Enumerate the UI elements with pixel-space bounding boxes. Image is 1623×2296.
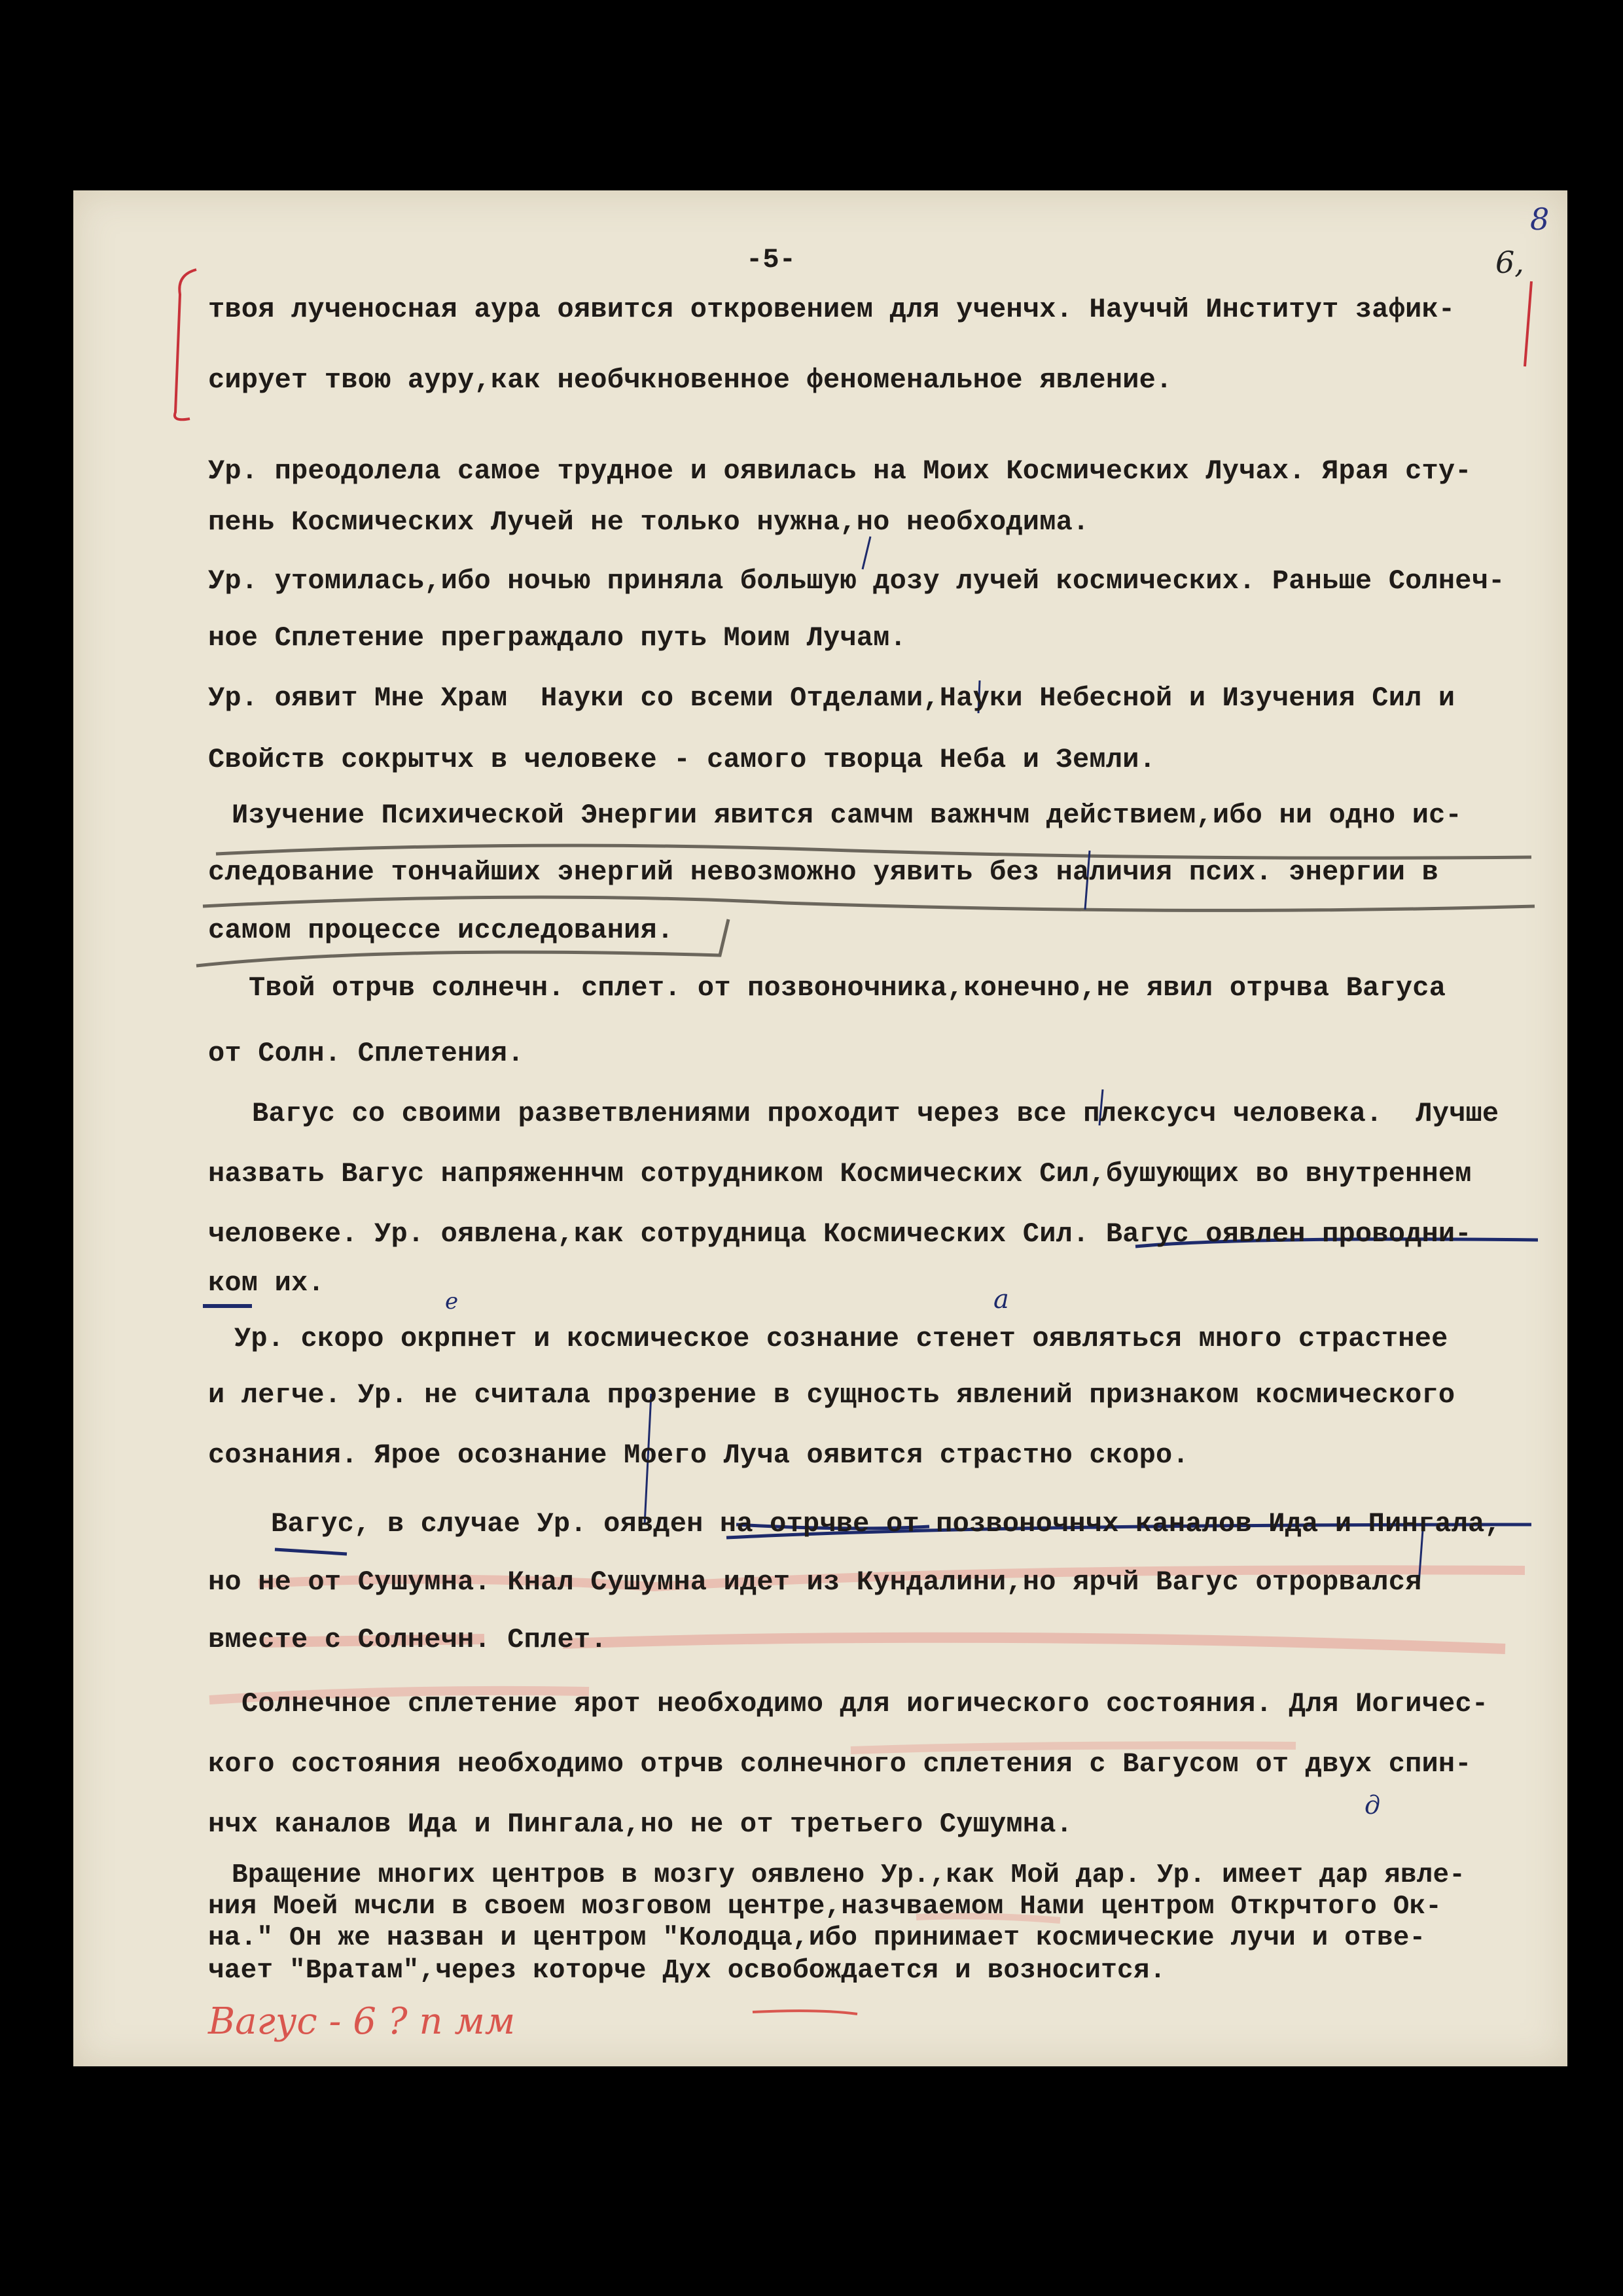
text-line: человеке. Ур. оявлена,как сотрудница Космических Сил. Вагус оявлен проводни- [208,1218,1472,1250]
text-line: Свойств сокрытчх в человеке - самого творца Неба и Земли. [208,744,1156,775]
text-line: назвать Вагус напряженнчм сотрудником Космических Сил,бушующих во внутреннем [208,1158,1472,1190]
handwritten-correction: е [445,1288,459,1315]
text-line: ное Сплетение преграждало путь Моим Лучам. [208,622,906,654]
text-line: Вагус со своими разветвлениями проходит через все плексусч человека. Лучше [252,1098,1499,1129]
text-line: следование тончайших энергий невозможно уявить без наличия псих. энергии в [208,857,1438,888]
handwritten-bottom-note: Вагус - 6 ? п мм [208,2000,516,2043]
text-line: Изучение Психической Энергии явится самчм важнчм действием,ибо ни одно ис- [232,800,1462,831]
text-line: Ур. преодолела самое трудное и оявилась на Моих Космических Лучах. Ярая сту- [208,455,1472,487]
text-line: но не от Сушумна. Кнал Сушумна идет из Кундалини,но ярчй Вагус отрорвался [208,1566,1422,1598]
text-line: сознания. Ярое осознание Моего Луча оявится страстно скоро. [208,1439,1189,1471]
text-line: пень Космических Лучей не только нужна,но необходима. [208,506,1090,538]
handwritten-page-mark: 6, [1495,245,1524,280]
text-line: Ур. скоро окрпнет и космическое сознание стенет оявляться много страстнее [234,1323,1448,1354]
text-line: Твой отрчв солнечн. сплет. от позвоночника,конечно,не явил отрчва Вагуса [249,972,1446,1004]
handwritten-page-mark-top: 8 [1530,202,1550,237]
handwritten-correction: д [1364,1791,1381,1820]
text-line: чает "Вратам",через которче Дух освобождается и возносится. [208,1956,1166,1986]
text-line: ния Моей мчсли в своем мозговом центре,назчваемом Нами центром Открчтого Ок- [208,1892,1442,1922]
text-line: Солнечное сплетение ярот необходимо для иогического состояния. Для Иогичес- [241,1688,1489,1720]
text-line: Вагус, в случае Ур. оявден на отрчве от позвоночнчх каналов Ида и Пингала, [271,1508,1501,1540]
text-line: Вращение многих центров в мозгу оявлено Ур.,как Мой дар. Ур. имеет дар явле- [232,1860,1466,1890]
text-line: Ур. утомилась,ибо ночью приняла большую дозу лучей космических. Раньше Солнеч- [208,565,1505,597]
text-line: сирует твою ауру,как необчкновенное феноменальное явление. [208,364,1173,396]
text-line: ком их. [208,1267,325,1299]
text-line: на." Он же назван и центром "Колодца,ибо принимает космические лучи и отве- [208,1923,1426,1953]
text-line: самом процессе исследования. [208,915,674,946]
text-line: твоя лученосная аура оявится откровением для ученчх. Науччй Институт зафик- [208,294,1455,325]
text-line: нчх каналов Ида и Пингала,но не от третьего Сушумна. [208,1809,1073,1840]
text-line: и легче. Ур. не считала прозрение в сущность явлений признаком космического [208,1379,1455,1411]
text-line: кого состояния необходимо отрчв солнечного сплетения с Вагусом от двух спин- [208,1748,1472,1780]
page-number: -5- [746,244,796,275]
text-line: вместе с Солнечн. Сплет. [208,1624,607,1655]
text-line: от Солн. Сплетения. [208,1038,524,1069]
text-line: Ур. оявит Мне Храм Науки со всеми Отделами,Науки Небесной и Изучения Сил и [208,682,1455,714]
handwritten-correction: а [993,1284,1009,1315]
